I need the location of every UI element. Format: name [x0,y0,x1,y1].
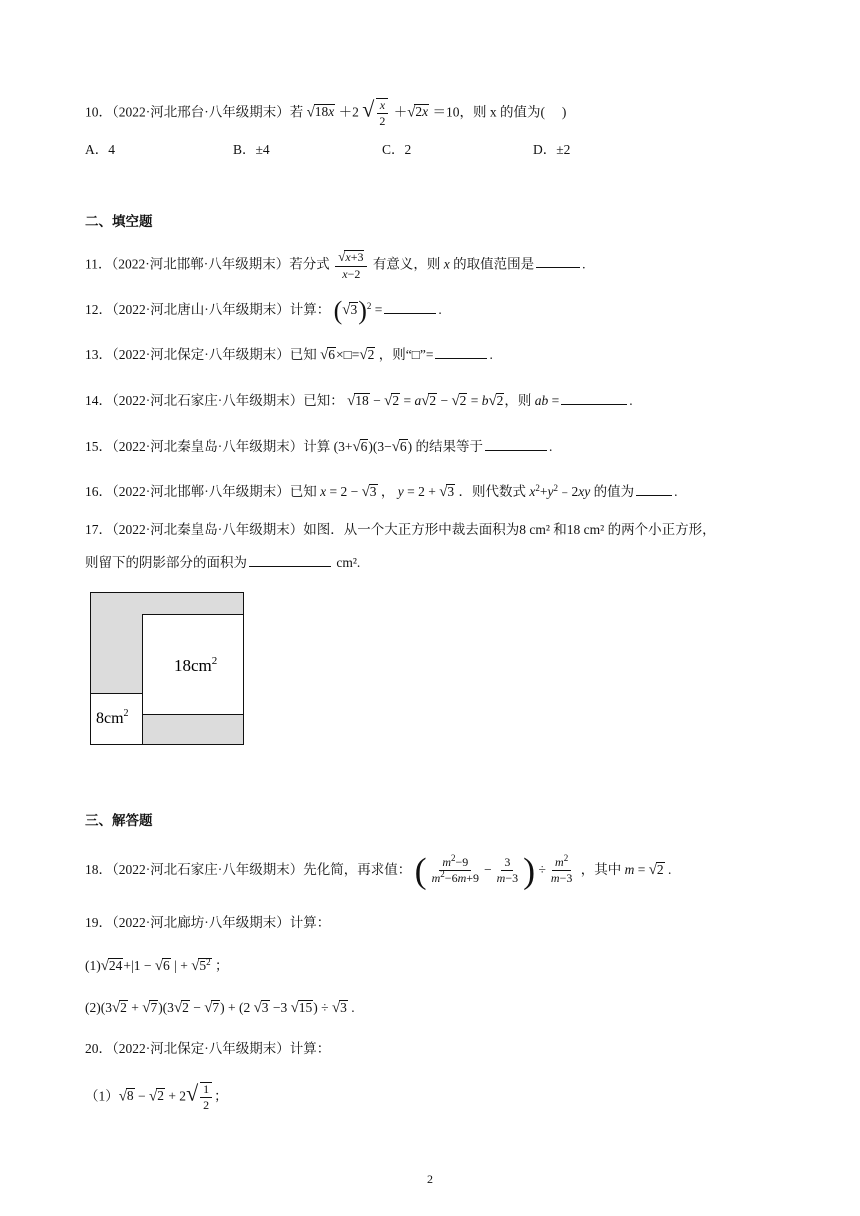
q13-mid: ，则“□”= [378,347,434,362]
section-2-heading: 二、填空题 [85,214,153,230]
q20-part-1-label: （1） [85,1088,119,1104]
q10-prefix: 10．（2022·河北邢台·八年级期末）若 [85,104,304,120]
question-14: 14．（2022·河北石家庄·八年级期末）已知： √18 − √2 = a√2 − √2 = b√2，则 ab = . [85,393,633,409]
q17-unit: cm². [336,555,361,570]
question-10: 10．（2022·河北邢台·八年级期末）若 √18x ＋2 √ $\frac{x}{2}$ ＋√2x ＝10，则 x 的值为( ) [85,96,567,129]
q16-suffix: 的值为 [593,484,635,499]
q18-prefix: 18．（2022·河北石家庄·八年级期末）先化简，再求值： [85,861,412,877]
label-8cm: $8cm^2$ [96,708,129,727]
label-18cm: $18cm^2$ [174,655,218,675]
question-11: 11．（2022·河北邯郸·八年级期末）若分式 $\frac{√x+3}{x-2}$ 有意义，则 x 的取值范围是 . [85,249,586,281]
q16-prefix: 16．（2022·河北邯郸·八年级期末）已知 [85,484,317,499]
q14-end: . [629,393,633,408]
question-19: 19．（2022·河北廊坊·八年级期末）计算： [85,915,331,930]
q19-part-2: (2)(3√2 + √7)(3√2 − √7) + (2 √3 −3 √15) ÷ √3 . [85,1000,355,1016]
question-16: 16．（2022·河北邯郸·八年级期末）已知 x = 2 − √3 ， y = 2 + √3 ．则代数式 $x^2+y^2﹣2xy$ 的值为 . [85,483,678,500]
q12-end: . [438,302,442,317]
q15-prefix: 15．（2022·河北秦皇岛·八年级期末）计算 [85,439,331,454]
answer-blank[interactable] [384,312,436,314]
q10-option-d[interactable]: D．±2 [533,142,571,157]
q10-option-b[interactable]: B．±4 [233,142,270,157]
question-13: 13．（2022·河北保定·八年级期末）已知 √6×□=√2 ，则“□”= . [85,347,493,363]
question-20: 20．（2022·河北保定·八年级期末）计算： [85,1041,331,1056]
squares-figure [90,592,246,746]
answer-blank[interactable] [561,403,627,405]
q11-variable: x [443,256,450,272]
q11-prefix: 11．（2022·河北邯郸·八年级期末）若分式 [85,256,330,272]
q16-end: . [674,484,678,499]
q19-part-2-label: (2) [85,1000,101,1015]
q13-prefix: 13．（2022·河北保定·八年级期末）已知 [85,347,317,362]
q16-mid: ．则代数式 [458,484,527,499]
q13-end: . [489,347,493,362]
q15-end: . [549,439,553,454]
section-3-heading: 三、解答题 [85,813,153,829]
q10-equation-end: ＝10，则 x 的值为( [432,104,546,120]
q19-part-1-label: (1) [85,958,101,973]
q20-part-1: （1）√8 − √2 + 2√ $\frac{1}{2}$ ； [85,1080,228,1113]
question-17-line-1: 17．（2022·河北秦皇岛·八年级期末）如图．从一个大正方形中裁去面积为8 cm² 和18 cm² 的两个小正方形， [85,522,716,537]
q11-suffix: 有意义，则 [372,256,441,272]
q10-plus-2: ＋2 [338,104,359,120]
q17-line2-text: 则留下的阴影部分的面积为 [85,555,247,570]
page-number: 2 [427,1172,433,1186]
q13-times: ×□= [336,347,360,362]
answer-blank[interactable] [485,449,547,451]
question-12: 12．（2022·河北唐山·八年级期末）计算： $(√3)^2$ = . [85,295,442,325]
question-15: 15．（2022·河北秦皇岛·八年级期末）计算 (3+√6)(3−√6) 的结果等于 . [85,439,553,455]
q11-suffix2: 的取值范围是 [453,256,535,272]
q12-equals: = [374,302,383,317]
q12-prefix: 12．（2022·河北唐山·八年级期末）计算： [85,302,331,317]
q18-suffix: ，其中 [580,861,622,877]
answer-blank[interactable] [435,357,487,359]
q15-suffix: 的结果等于 [415,439,484,454]
answer-blank[interactable] [636,494,672,496]
q10-close-paren: ) [561,104,567,120]
q10-option-a[interactable]: A．4 [85,142,115,157]
answer-blank[interactable] [249,565,331,567]
q10-option-c[interactable]: C．2 [382,142,412,157]
answer-blank[interactable] [536,266,580,268]
q11-end: . [582,256,586,272]
question-18: 18．（2022·河北石家庄·八年级期末）先化简，再求值： ( $\frac{m^2-9}{m^2-6m+9}$ − $\frac{3}{m-3}$ ) ÷ $\frac{m^2}{m-3}$ ，其中 m = √2 . [85,850,672,891]
q10-plus: ＋ [393,104,408,120]
q14-prefix: 14．（2022·河北石家庄·八年级期末）已知： [85,393,344,408]
question-17-line-2 [85,556,360,570]
q19-part-1: (1)√24+|1 − √6 | + $√5^2$ ； [85,957,229,974]
